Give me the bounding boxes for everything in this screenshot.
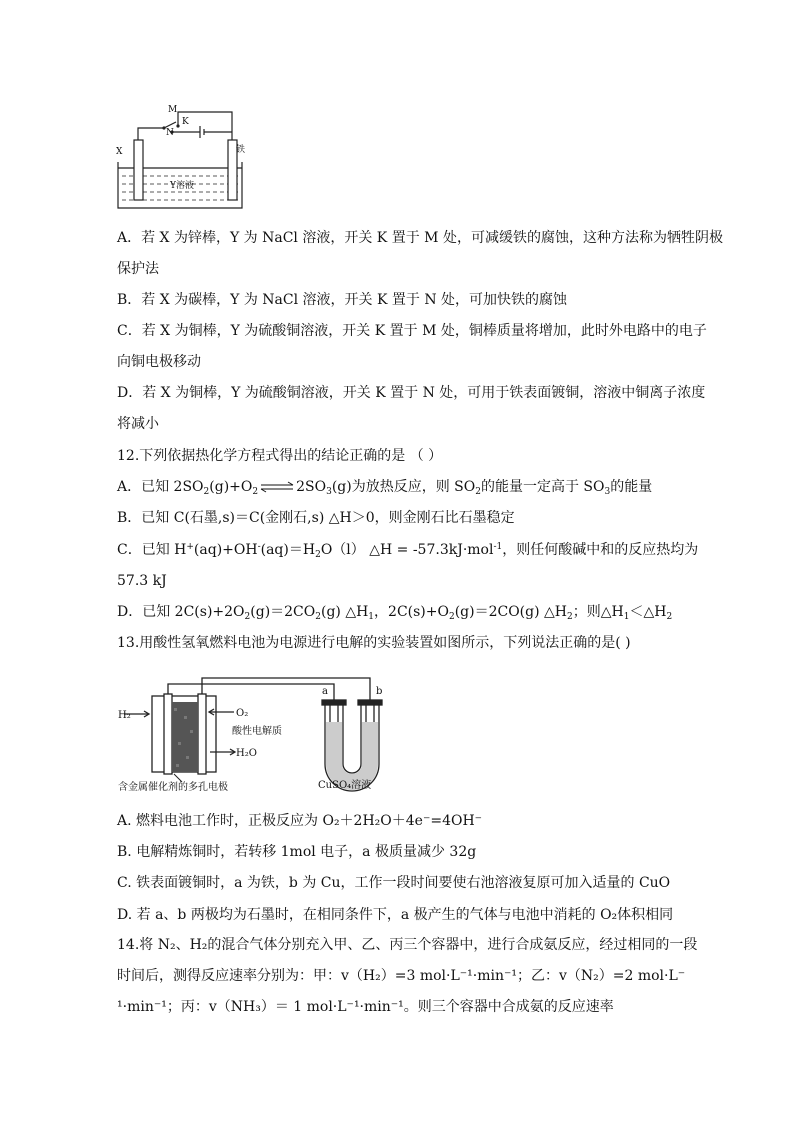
label-y-solution: Y溶液 (170, 181, 194, 191)
q12-option-a: A．已知 $2SO_2(g)+O_2$ $2SO_3(g)$为放热反应，则 $SO_2$的能量一定高于 $SO_3$的能量 (117, 479, 653, 497)
q12-option-d: D．已知 $2C(s)+2O_2(g)=2CO_2(g)$ $\triangle H_1$，$2C(s)+O_2(g)=2CO(g)$ $\triangle H_2$；则$\triangle H_1<\triangle H_2$ (117, 604, 673, 622)
label-cuso4-solution: CuSO₄溶液 (318, 780, 372, 791)
q12-option-b: B．已知 C(石墨,s)＝C(金刚石,s) △H＞0，则金刚石比石墨稳定 (117, 510, 515, 526)
label-n: N (166, 128, 174, 138)
q11-option-a-line2: 保护法 (117, 261, 159, 277)
q13-option-a: A. 燃料电池工作时，正极反应为 O₂＋2H₂O＋4e⁻=4OH⁻ (117, 813, 483, 829)
label-acidic-electrolyte: 酸性电解质 (232, 726, 282, 737)
label-x: X (116, 147, 123, 157)
label-m: M (168, 105, 178, 115)
q13-option-d: D. 若 a、b 两极均为石墨时，在相同条件下，a 极产生的气体与电池中消耗的 O₂体积相同 (117, 907, 674, 923)
figure-fuel-cell-electrolysis (112, 672, 392, 794)
figure-electrolysis-cell (112, 104, 252, 212)
q14-line2: 时间后，测得反应速率分别为：甲：v（H₂）=3 mol·L⁻¹·min⁻¹；乙：v（N₂）=2 mol·L⁻ (117, 968, 686, 984)
q12-option-c-line2: 57.3 kJ (117, 573, 167, 589)
q11-option-b: B．若 X 为碳棒，Y 为 NaCl 溶液，开关 K 置于 N 处，可加快铁的腐蚀 (117, 292, 568, 308)
label-electrode-a: a (322, 686, 328, 697)
label-o2: O₂ (236, 708, 249, 719)
label-h2: H₂ (118, 710, 131, 721)
equilibrium-arrow-icon (260, 481, 294, 493)
q13-option-b: B. 电解精炼铜时，若转移 1mol 电子，a 极质量减少 32g (117, 844, 477, 860)
q12-stem: 12.下列依据热化学方程式得出的结论正确的是 （ ） (117, 448, 443, 464)
q14-line1: 14.将 N₂、H₂的混合气体分别充入甲、乙、丙三个容器中，进行合成氨反应，经过相同的一段 (117, 937, 698, 953)
label-k: K (182, 117, 189, 127)
q13-option-c: C. 铁表面镀铜时，a 为铁，b 为 Cu，工作一段时间要使右池溶液复原可加入适量的 CuO (117, 875, 671, 891)
q11-option-d-line1: D．若 X 为铜棒，Y 为硫酸铜溶液，开关 K 置于 N 处，可用于铁表面镀铜，溶液中铜离子浓度 (117, 385, 706, 401)
q11-option-a-line1: A．若 X 为锌棒，Y 为 NaCl 溶液，开关 K 置于 M 处，可减缓铁的腐蚀，这种方法称为牺牲阴极 (117, 230, 723, 246)
q14-line3: ¹·min⁻¹；丙：v（NH₃）＝ 1 mol·L⁻¹·min⁻¹。则三个容器中合成氨的反应速率 (117, 999, 614, 1015)
q11-option-c-line2: 向铜电极移动 (117, 354, 201, 370)
label-iron: 铁 (236, 145, 246, 155)
q11-option-c-line1: C．若 X 为铜棒，Y 为硫酸铜溶液，开关 K 置于 M 处，铜棒质量将增加，此时外电路中的电子 (117, 323, 707, 339)
q11-option-d-line2: 将减小 (117, 416, 159, 432)
label-h2o: H₂O (236, 748, 257, 759)
q13-stem: 13.用酸性氢氧燃料电池为电源进行电解的实验装置如图所示，下列说法正确的是( ) (117, 635, 631, 651)
label-porous-electrode: 含金属催化剂的多孔电极 (118, 782, 228, 793)
q12-option-c: C．已知 $H^+(aq)+OH^-(aq)=H_2O(l)$ △H = -57.3kJ·mol$^{-1}$，则任何酸碱中和的反应热均为 (117, 542, 699, 560)
label-electrode-b: b (376, 686, 383, 697)
